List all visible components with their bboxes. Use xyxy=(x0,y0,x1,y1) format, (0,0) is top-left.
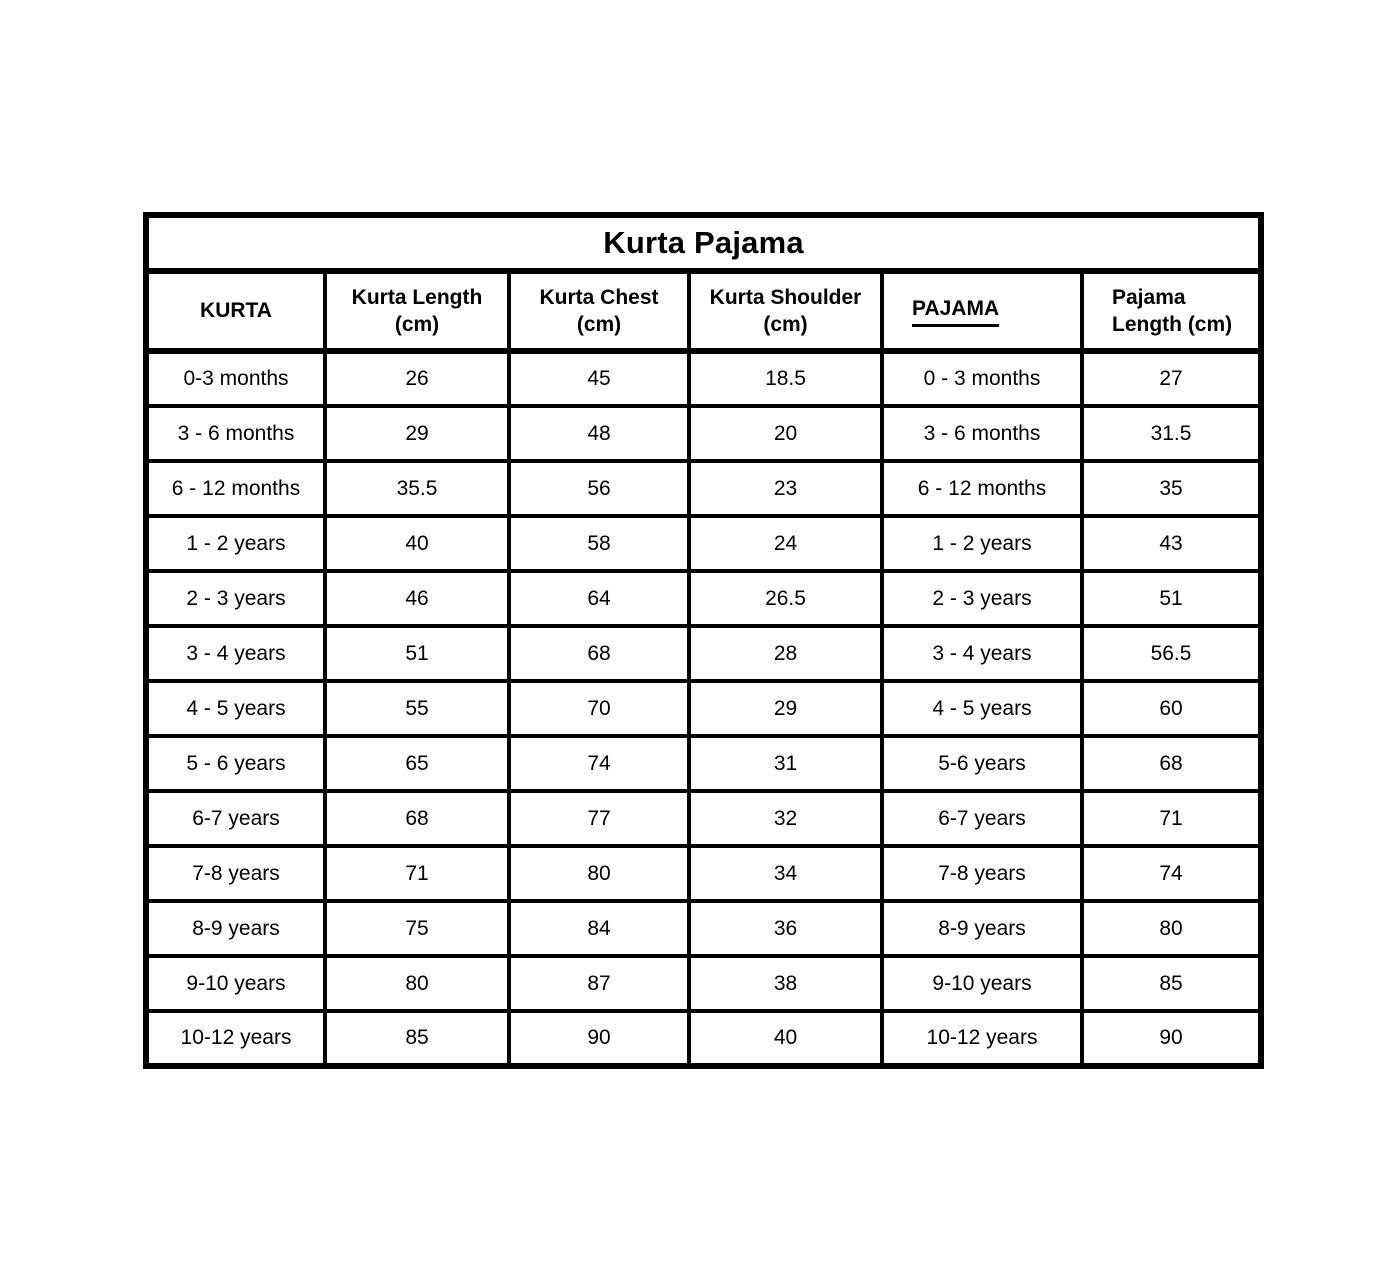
cell-kurta-length: 65 xyxy=(325,736,509,791)
cell-pajama-size: 3 - 6 months xyxy=(882,406,1082,461)
cell-kurta-size: 7-8 years xyxy=(146,846,325,901)
cell-pajama-length: 74 xyxy=(1082,846,1261,901)
table-row xyxy=(146,846,1261,901)
cell-kurta-chest: 77 xyxy=(509,791,689,846)
table-row xyxy=(146,351,1261,406)
cell-pajama-size: 1 - 2 years xyxy=(882,516,1082,571)
cell-pajama-length: 60 xyxy=(1082,681,1261,736)
cell-kurta-length: 71 xyxy=(325,846,509,901)
cell-pajama-length: 51 xyxy=(1082,571,1261,626)
cell-pajama-length: 71 xyxy=(1082,791,1261,846)
cell-kurta-chest: 64 xyxy=(509,571,689,626)
table-row xyxy=(146,956,1261,1011)
table-row xyxy=(146,901,1261,956)
cell-kurta-length: 35.5 xyxy=(325,461,509,516)
cell-kurta-chest: 80 xyxy=(509,846,689,901)
table-row xyxy=(146,1011,1261,1066)
cell-pajama-size: 4 - 5 years xyxy=(882,681,1082,736)
cell-kurta-chest: 56 xyxy=(509,461,689,516)
cell-pajama-size: 7-8 years xyxy=(882,846,1082,901)
cell-pajama-size: 10-12 years xyxy=(882,1011,1082,1066)
cell-pajama-size: 5-6 years xyxy=(882,736,1082,791)
cell-kurta-length: 68 xyxy=(325,791,509,846)
col-header-kurta-shoulder xyxy=(689,271,882,351)
cell-kurta-size: 10-12 years xyxy=(146,1011,325,1066)
cell-pajama-size: 2 - 3 years xyxy=(882,571,1082,626)
cell-kurta-chest: 87 xyxy=(509,956,689,1011)
cell-pajama-length: 85 xyxy=(1082,956,1261,1011)
col-header-kurta-shoulder-line2: (cm) xyxy=(763,313,808,336)
table-row xyxy=(146,791,1261,846)
table-row xyxy=(146,406,1261,461)
cell-pajama-length: 31.5 xyxy=(1082,406,1261,461)
table-title-row xyxy=(146,215,1261,271)
cell-kurta-shoulder: 28 xyxy=(689,626,882,681)
cell-pajama-size: 3 - 4 years xyxy=(882,626,1082,681)
cell-pajama-length: 80 xyxy=(1082,901,1261,956)
col-header-kurta-length-line1: Kurta Length xyxy=(351,285,483,309)
col-header-pajama-label: PAJAMA xyxy=(912,295,999,327)
col-header-kurta-chest-line1: Kurta Chest xyxy=(539,285,659,309)
col-header-kurta xyxy=(146,271,325,351)
cell-pajama-size: 9-10 years xyxy=(882,956,1082,1011)
table-row xyxy=(146,681,1261,736)
col-header-kurta-chest xyxy=(509,271,689,351)
cell-kurta-length: 29 xyxy=(325,406,509,461)
cell-kurta-length: 75 xyxy=(325,901,509,956)
cell-kurta-shoulder: 32 xyxy=(689,791,882,846)
cell-kurta-shoulder: 40 xyxy=(689,1011,882,1066)
cell-kurta-shoulder: 34 xyxy=(689,846,882,901)
table-row xyxy=(146,736,1261,791)
col-header-pajama xyxy=(882,271,1082,351)
cell-kurta-chest: 70 xyxy=(509,681,689,736)
cell-pajama-size: 6 - 12 months xyxy=(882,461,1082,516)
cell-kurta-chest: 45 xyxy=(509,351,689,406)
cell-pajama-size: 0 - 3 months xyxy=(882,351,1082,406)
cell-kurta-length: 55 xyxy=(325,681,509,736)
table-row xyxy=(146,626,1261,681)
col-header-kurta-label: KURTA xyxy=(200,299,272,323)
cell-kurta-size: 6-7 years xyxy=(146,791,325,846)
col-header-kurta-length xyxy=(325,271,509,351)
col-header-pajama-length-line1: Pajama xyxy=(1112,285,1186,309)
col-header-kurta-shoulder-line1: Kurta Shoulder xyxy=(709,285,862,309)
cell-pajama-length: 27 xyxy=(1082,351,1261,406)
cell-kurta-size: 6 - 12 months xyxy=(146,461,325,516)
cell-kurta-chest: 84 xyxy=(509,901,689,956)
cell-kurta-size: 2 - 3 years xyxy=(146,571,325,626)
table-header-row xyxy=(146,271,1261,351)
cell-pajama-length: 68 xyxy=(1082,736,1261,791)
cell-pajama-length: 35 xyxy=(1082,461,1261,516)
kurta-pajama-size-table xyxy=(143,212,1264,1069)
size-table-body xyxy=(146,351,1261,1066)
col-header-kurta-chest-line2: (cm) xyxy=(576,313,622,336)
cell-pajama-length: 90 xyxy=(1082,1011,1261,1066)
table-row xyxy=(146,461,1261,516)
cell-kurta-size: 8-9 years xyxy=(146,901,325,956)
cell-kurta-size: 5 - 6 years xyxy=(146,736,325,791)
cell-kurta-length: 80 xyxy=(325,956,509,1011)
table-title: Kurta Pajama xyxy=(146,215,1261,271)
cell-pajama-length: 43 xyxy=(1082,516,1261,571)
cell-kurta-size: 9-10 years xyxy=(146,956,325,1011)
col-header-pajama-length xyxy=(1082,271,1261,351)
col-header-pajama-length-line2: Length (cm) xyxy=(1112,313,1233,336)
cell-kurta-shoulder: 20 xyxy=(689,406,882,461)
cell-kurta-shoulder: 31 xyxy=(689,736,882,791)
cell-kurta-length: 85 xyxy=(325,1011,509,1066)
cell-kurta-size: 3 - 4 years xyxy=(146,626,325,681)
cell-kurta-chest: 48 xyxy=(509,406,689,461)
cell-kurta-shoulder: 29 xyxy=(689,681,882,736)
table-row xyxy=(146,516,1261,571)
cell-kurta-shoulder: 36 xyxy=(689,901,882,956)
cell-kurta-chest: 90 xyxy=(509,1011,689,1066)
cell-pajama-size: 6-7 years xyxy=(882,791,1082,846)
cell-kurta-shoulder: 18.5 xyxy=(689,351,882,406)
cell-kurta-length: 40 xyxy=(325,516,509,571)
cell-pajama-size: 8-9 years xyxy=(882,901,1082,956)
cell-kurta-size: 0-3 months xyxy=(146,351,325,406)
cell-kurta-chest: 58 xyxy=(509,516,689,571)
cell-kurta-shoulder: 23 xyxy=(689,461,882,516)
cell-kurta-size: 1 - 2 years xyxy=(146,516,325,571)
cell-kurta-length: 46 xyxy=(325,571,509,626)
cell-kurta-size: 3 - 6 months xyxy=(146,406,325,461)
cell-pajama-length: 56.5 xyxy=(1082,626,1261,681)
col-header-kurta-length-line2: (cm) xyxy=(394,313,440,336)
cell-kurta-length: 51 xyxy=(325,626,509,681)
cell-kurta-shoulder: 38 xyxy=(689,956,882,1011)
cell-kurta-shoulder: 24 xyxy=(689,516,882,571)
cell-kurta-chest: 74 xyxy=(509,736,689,791)
table-row xyxy=(146,571,1261,626)
cell-kurta-chest: 68 xyxy=(509,626,689,681)
cell-kurta-size: 4 - 5 years xyxy=(146,681,325,736)
cell-kurta-shoulder: 26.5 xyxy=(689,571,882,626)
cell-kurta-length: 26 xyxy=(325,351,509,406)
